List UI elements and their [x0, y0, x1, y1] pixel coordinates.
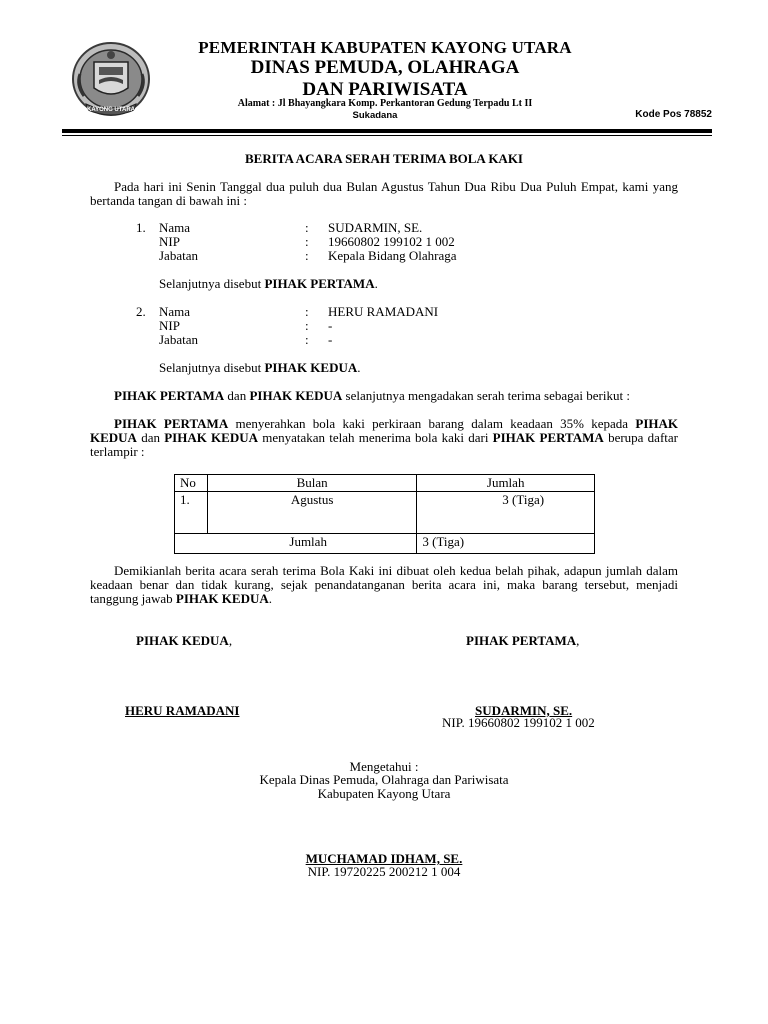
table-total-row	[175, 534, 595, 554]
table-cell-month: Agustus	[207, 492, 416, 534]
handover-detail-paragraph: PIHAK PERTAMA menyerahkan bola kaki perkiraan barang dalam keadaan 35% kepada PIHAK KEDUA dan PIHAK KEDUA menyatakan telah menerima bola kaki dari PIHAK PERTAMA berupa daftar terlampir :	[90, 416, 678, 459]
party1-name-value: SUDARMIN, SE.	[328, 220, 423, 235]
party2-position-label: Jabatan	[159, 332, 198, 347]
party2-name-value: HERU RAMADANI	[328, 304, 439, 319]
signature-right-nip: NIP. 19660802 199102 1 002	[442, 715, 595, 730]
party1-nip-value: 19660802 199102 1 002	[328, 234, 455, 249]
party2-number: 2.	[136, 304, 146, 319]
acknowledge-name: MUCHAMAD IDHAM, SE.	[305, 851, 463, 866]
party1-position-label: Jabatan	[159, 248, 198, 263]
party1-nip-label: NIP	[159, 234, 180, 249]
header-divider-thick	[62, 129, 712, 133]
closing-paragraph: Demikianlah berita acara serah terima Bola Kaki ini dibuat oleh kedua belah pihak, adapun jumlah dalam keadaan benar dan tidak kurang, sejak penandatanganan berita acara ini, maka barang tersebut, menjadi tanggung jawab PIHAK KEDUA.	[90, 563, 678, 606]
signature-right-role: PIHAK PERTAMA,	[466, 633, 580, 648]
party2-position-value: -	[328, 332, 333, 347]
document-title: BERITA ACARA SERAH TERIMA BOLA KAKI	[244, 151, 523, 166]
party2-nip-label: NIP	[159, 318, 180, 333]
table-header-row	[175, 475, 595, 492]
header-divider-thin	[62, 135, 712, 136]
table-total-value: 3 (Tiga)	[417, 534, 595, 554]
table-header-no: No	[175, 475, 208, 492]
acknowledge-nip: NIP. 19720225 200212 1 004	[307, 864, 461, 879]
signature-left-name: HERU RAMADANI	[125, 703, 240, 718]
party2-nip-sep: :	[305, 318, 309, 333]
party2-designation: Selanjutnya disebut PIHAK KEDUA.	[159, 360, 361, 375]
party1-name-label: Nama	[159, 220, 191, 235]
table-header-month: Bulan	[207, 475, 416, 492]
party2-nip-value: -	[328, 318, 333, 333]
acknowledge-position-line1: Kepala Dinas Pemuda, Olahraga dan Pariwisata	[259, 772, 509, 787]
party1-position-sep: :	[305, 248, 309, 263]
svg-text:KAYONG UTARA: KAYONG UTARA	[86, 107, 136, 113]
table-cell-quantity: 3 (Tiga)	[417, 492, 595, 534]
header-address-city: Sukadana	[352, 110, 398, 121]
party2-name-label: Nama	[159, 304, 191, 319]
header-postal-code: Kode Pos 78852	[635, 109, 712, 120]
table-row	[175, 492, 595, 534]
table-total-label: Jumlah	[175, 534, 417, 554]
party1-position-value: Kepala Bidang Olahraga	[328, 248, 457, 263]
header-address: Alamat : Jl Bhayangkara Komp. Perkantoran Gedung Terpadu Lt II	[237, 98, 533, 109]
signature-right-name: SUDARMIN, SE.	[475, 703, 573, 718]
party1-nip-sep: :	[305, 234, 309, 249]
party2-name-sep: :	[305, 304, 309, 319]
signature-left-role: PIHAK KEDUA,	[136, 633, 233, 648]
items-table	[174, 474, 595, 554]
opening-paragraph: Pada hari ini Senin Tanggal dua puluh dua Bulan Agustus Tahun Dua Ribu Dua Puluh Empat, kami yang bertanda tangan di bawah ini :	[90, 179, 678, 208]
party1-designation: Selanjutnya disebut PIHAK PERTAMA.	[159, 276, 378, 291]
party1-number: 1.	[136, 220, 146, 235]
acknowledge-label: Mengetahui :	[349, 759, 419, 774]
party1-name-sep: :	[305, 220, 309, 235]
party2-position-sep: :	[305, 332, 309, 347]
header-government-title: PEMERINTAH KABUPATEN KAYONG UTARA	[198, 38, 572, 57]
table-cell-no: 1.	[175, 492, 208, 534]
acknowledge-position-line2: Kabupaten Kayong Utara	[317, 786, 451, 801]
header-office-title-line1: DINAS PEMUDA, OLAHRAGA	[250, 57, 520, 78]
header-office-title-line2: DAN PARIWISATA	[302, 79, 468, 100]
handover-intro-paragraph: PIHAK PERTAMA dan PIHAK KEDUA selanjutnya mengadakan serah terima sebagai berikut :	[114, 388, 630, 403]
table-header-quantity: Jumlah	[417, 475, 595, 492]
